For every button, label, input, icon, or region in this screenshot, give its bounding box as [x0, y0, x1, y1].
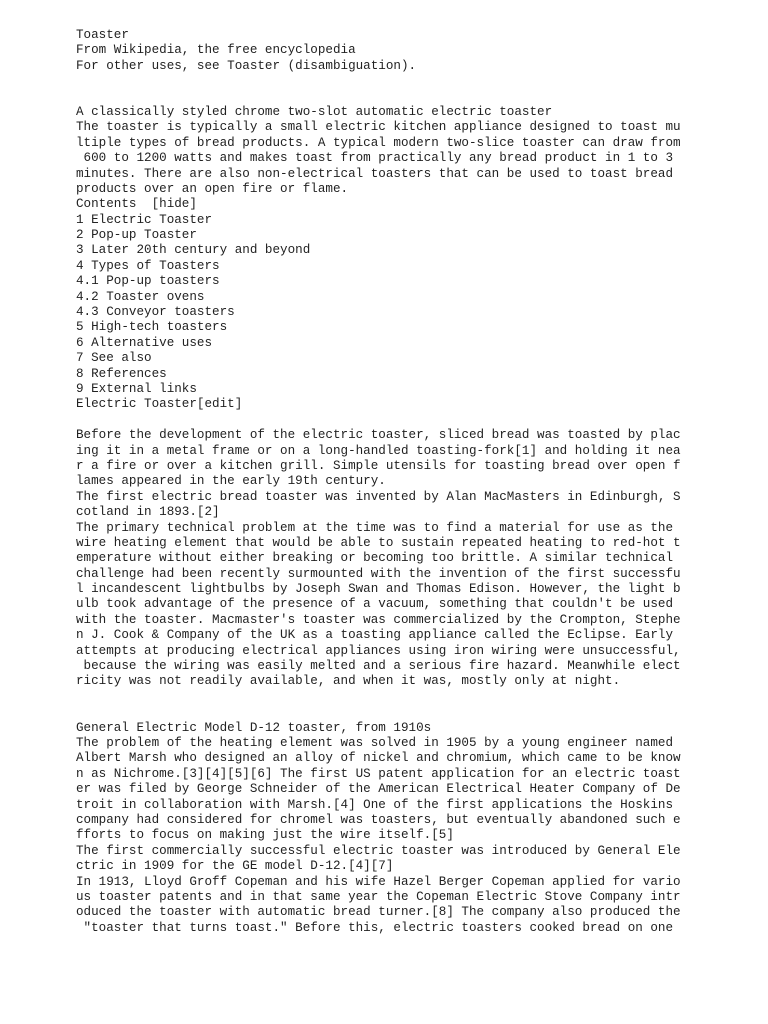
toc-item: 4.1 Pop-up toasters: [76, 274, 220, 289]
text-line: er was filed by George Schneider of the American Electrical Heater Company of De: [76, 782, 681, 797]
spacer: [76, 74, 736, 105]
article-title: Toaster: [76, 28, 129, 42]
text-line: with the toaster. Macmaster's toaster was commercialized by the Crompton, Stephe: [76, 612, 681, 627]
text-line: ricity was not readily available, and when it was, mostly only at night.: [76, 674, 621, 689]
toc-item: 7 See also: [76, 351, 152, 366]
image-caption: A classically styled chrome two-slot automatic electric toaster: [76, 104, 553, 119]
text-line: n J. Cook & Company of the UK as a toasting appliance called the Eclipse. Early: [76, 628, 674, 643]
spacer: [76, 413, 736, 428]
toc-item: 6 Alternative uses: [76, 335, 213, 350]
text-line: troit in collaboration with Marsh.[4] One of the first applications the Hoskins: [76, 797, 674, 812]
text-line: cotland in 1893.[2]: [76, 505, 220, 520]
spacer: [76, 690, 736, 721]
text-line: r a fire or over a kitchen grill. Simple utensils for toasting bread over open f: [76, 458, 681, 473]
text-line: Albert Marsh who designed an alloy of nickel and chromium, which came to be know: [76, 751, 681, 766]
text-line: attempts at producing electrical appliances using iron wiring were unsuccessful,: [76, 643, 681, 658]
text-line: fforts to focus on making just the wire itself.[5]: [76, 828, 454, 843]
text-line: 600 to 1200 watts and makes toast from practically any bread product in 1 to 3: [76, 151, 674, 166]
text-line: The primary technical problem at the time was to find a material for use as the: [76, 520, 674, 535]
text-line: ltiple types of bread products. A typical modern two-slice toaster can draw from: [76, 135, 681, 150]
text-line: Before the development of the electric toaster, sliced bread was toasted by plac: [76, 428, 681, 443]
text-line: ing it in a metal frame or on a long-handled toasting-fork[1] and holding it nea: [76, 443, 681, 458]
intro-paragraph: [76, 105, 736, 197]
text-line: The toaster is typically a small electric kitchen appliance designed to toast mu: [76, 120, 681, 135]
text-line: challenge had been recently surmounted with the invention of the first successfu: [76, 566, 681, 581]
toc-item: 3 Later 20th century and beyond: [76, 243, 311, 258]
text-line: minutes. There are also non-electrical toasters that can be used to toast bread: [76, 166, 674, 181]
article-header: [76, 28, 736, 74]
text-line: The first electric bread toaster was invented by Alan MacMasters in Edinburgh, S: [76, 489, 681, 504]
source-line: From Wikipedia, the free encyclopedia: [76, 43, 356, 58]
toc-item: 4.2 Toaster ovens: [76, 289, 205, 304]
text-line: "toaster that turns toast." Before this, electric toasters cooked bread on one: [76, 920, 674, 935]
toc-item: 9 External links: [76, 382, 197, 396]
text-line: products over an open fire or flame.: [76, 181, 349, 196]
contents-heading: Contents [hide]: [76, 197, 197, 212]
text-line: lames appeared in the early 19th century.: [76, 474, 386, 489]
section-heading: Electric Toaster[edit]: [76, 397, 243, 412]
image-caption: General Electric Model D-12 toaster, from 1910s: [76, 720, 432, 735]
table-of-contents: [76, 197, 736, 397]
toc-item: 4 Types of Toasters: [76, 258, 220, 273]
section-ge-model: [76, 721, 736, 936]
section-electric-toaster: [76, 428, 736, 690]
text-line: company had considered for chromel was toasters, but eventually abandoned such e: [76, 812, 681, 827]
text-line: wire heating element that would be able to sustain repeated heating to red-hot t: [76, 535, 681, 550]
text-line: In 1913, Lloyd Groff Copeman and his wife Hazel Berger Copeman applied for vario: [76, 874, 681, 889]
toc-item: 5 High-tech toasters: [76, 320, 228, 335]
toc-item: 2 Pop-up Toaster: [76, 228, 197, 243]
text-line: because the wiring was easily melted and a serious fire hazard. Meanwhile elect: [76, 659, 681, 674]
text-line: l incandescent lightbulbs by Joseph Swan and Thomas Edison. However, the light b: [76, 582, 681, 597]
text-line: The problem of the heating element was solved in 1905 by a young engineer named: [76, 736, 674, 750]
text-line: ctric in 1909 for the GE model D-12.[4][7]: [76, 859, 394, 874]
text-line: The first commercially successful electric toaster was introduced by General Ele: [76, 843, 681, 858]
text-line: us toaster patents and in that same year the Copeman Electric Stove Company intr: [76, 889, 681, 904]
toc-item: 8 References: [76, 366, 167, 381]
toc-item: 4.3 Conveyor toasters: [76, 305, 235, 320]
text-line: oduced the toaster with automatic bread turner.[8] The company also produced the: [76, 905, 681, 920]
text-line: emperature without either breaking or becoming too brittle. A similar technical: [76, 551, 674, 566]
text-line: n as Nichrome.[3][4][5][6] The first US patent application for an electric toast: [76, 766, 681, 781]
text-line: ulb took advantage of the presence of a vacuum, something that couldn't be used: [76, 597, 674, 612]
article-document: [76, 28, 736, 936]
disambiguation-note: For other uses, see Toaster (disambiguation).: [76, 58, 417, 73]
toc-item: 1 Electric Toaster: [76, 212, 213, 227]
